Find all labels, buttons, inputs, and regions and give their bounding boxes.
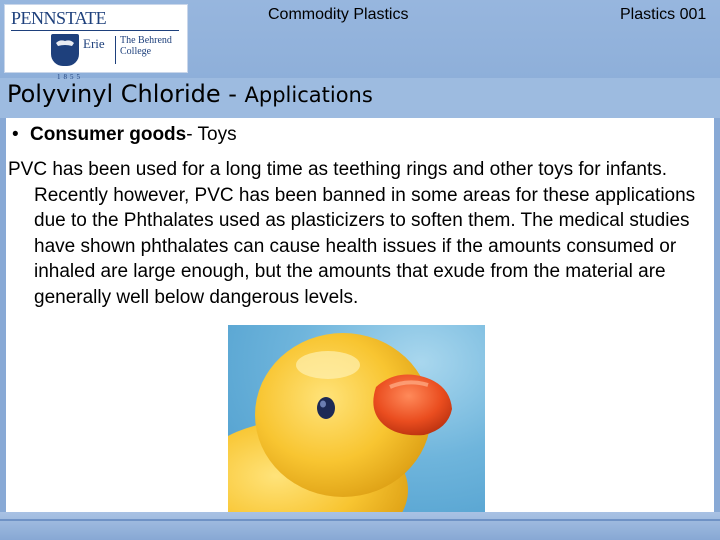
bullet-consumer-goods xyxy=(12,124,237,146)
slide-title-main: Polyvinyl Chloride xyxy=(7,80,221,108)
bullet-rest: - Toys xyxy=(186,124,237,145)
nittany-lion-shield-icon xyxy=(51,34,83,81)
logo-year: 1855 xyxy=(57,73,83,81)
bullet-label: Consumer goods xyxy=(30,124,187,145)
bottom-rule xyxy=(0,519,720,521)
rubber-duck-photo xyxy=(228,325,485,512)
right-frame-bar xyxy=(714,118,720,520)
duck-eye-glint xyxy=(320,401,326,408)
slide-title-separator: - xyxy=(220,80,245,108)
duck-eye xyxy=(317,397,335,419)
logo-wordmark: PENNSTATE xyxy=(11,8,107,28)
left-frame-bar xyxy=(0,118,6,520)
rubber-duck-illustration xyxy=(228,325,485,512)
logo-campus: Erie xyxy=(83,36,105,51)
bottom-band xyxy=(0,512,720,540)
course-title: Commodity Plastics xyxy=(268,6,409,23)
slide-title-sub: Applications xyxy=(244,83,373,107)
logo-college: The Behrend College xyxy=(120,35,172,57)
course-number: Plastics 001 xyxy=(620,6,707,23)
logo-rule xyxy=(11,30,179,31)
slide-title xyxy=(7,80,373,108)
logo-divider xyxy=(115,36,116,64)
body-paragraph: PVC has been used for a long time as teething rings and other toys for infants. Recently however, PVC has been banned in some areas for these applications due to the Phthalates used as plasticizers to soften them. The medical studies have shown phthalates can cause health issues if the amounts consumed or inhaled are large enough, but the amounts that exude from the material are generally well below dangerous levels. xyxy=(8,159,696,308)
pennstate-behrend-logo xyxy=(4,4,188,81)
bullet-icon: • xyxy=(12,124,19,145)
duck-highlight xyxy=(296,351,360,379)
